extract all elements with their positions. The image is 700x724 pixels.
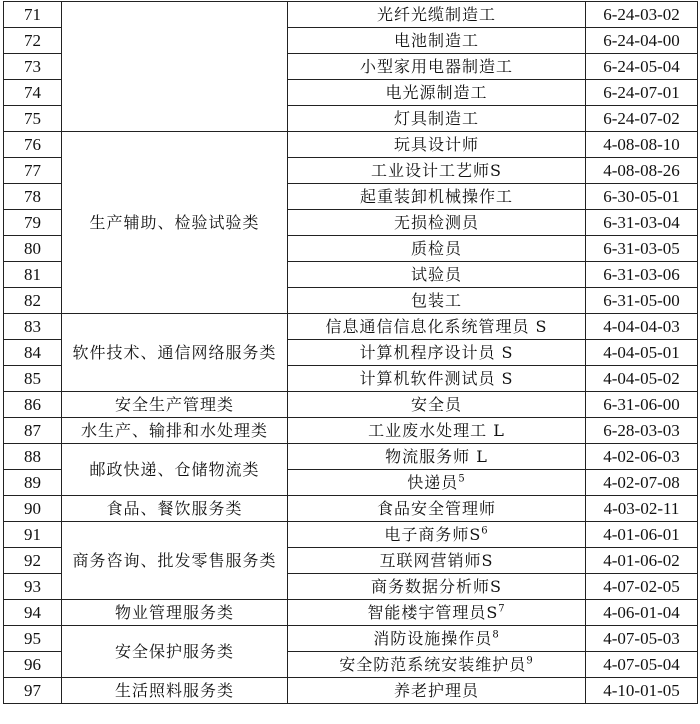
occupation-name	[288, 132, 586, 158]
occupation-code: 6-31-03-04	[586, 210, 698, 236]
table-row	[4, 496, 698, 522]
occupation-code: 4-01-06-01	[586, 522, 698, 548]
row-number: 75	[4, 106, 62, 132]
occupation-name	[288, 54, 586, 80]
occupation-name	[288, 340, 586, 366]
category-cell: 生活照料服务类	[62, 678, 288, 704]
occupation-code: 4-06-01-04	[586, 600, 698, 626]
occupation-code: 4-07-05-03	[586, 626, 698, 652]
occupation-text: 养老护理员	[393, 680, 479, 700]
row-number: 94	[4, 600, 62, 626]
occupation-name	[288, 418, 586, 444]
occupation-name	[288, 262, 586, 288]
row-number: 96	[4, 652, 62, 678]
occupation-text: 无损检测员	[393, 212, 479, 232]
occupation-name	[288, 184, 586, 210]
category-cell: 生产辅助、检验试验类	[62, 132, 288, 314]
occupation-name	[288, 626, 586, 652]
category-cell: 邮政快递、仓储物流类	[62, 444, 288, 496]
occupation-name	[288, 574, 586, 600]
occupation-name	[288, 28, 586, 54]
row-number: 88	[4, 444, 62, 470]
row-number: 83	[4, 314, 62, 340]
occupation-text: 工业废水处理工 L	[368, 420, 505, 440]
occupation-code: 4-10-01-05	[586, 678, 698, 704]
table-row	[4, 444, 698, 470]
row-number: 89	[4, 470, 62, 496]
footnote-marker: 9	[526, 655, 534, 667]
occupation-text: 试验员	[410, 264, 462, 284]
occupation-name	[288, 496, 586, 522]
row-number: 85	[4, 366, 62, 392]
occupation-name	[288, 470, 586, 496]
occupation-name	[288, 288, 586, 314]
occupation-name	[288, 522, 586, 548]
occupation-name	[288, 392, 586, 418]
footnote-marker: 6	[481, 525, 489, 537]
occupation-name	[288, 158, 586, 184]
row-number: 80	[4, 236, 62, 262]
occupation-text: 食品安全管理师	[376, 498, 496, 518]
table-row	[4, 600, 698, 626]
occupation-name	[288, 600, 586, 626]
occupation-code: 6-31-03-05	[586, 236, 698, 262]
occupation-name	[288, 80, 586, 106]
occupation-code: 4-02-07-08	[586, 470, 698, 496]
occupation-code: 4-08-08-26	[586, 158, 698, 184]
occupation-name	[288, 444, 586, 470]
occupation-text: 计算机程序设计员 S	[359, 342, 514, 362]
occupation-name	[288, 678, 586, 704]
occupation-code: 6-28-03-03	[586, 418, 698, 444]
occupation-text: 互联网营销师S	[379, 550, 494, 570]
row-number: 72	[4, 28, 62, 54]
occupation-code: 6-24-04-00	[586, 28, 698, 54]
occupation-text: 安全员	[410, 394, 462, 414]
occupation-text: 商务数据分析师S	[371, 576, 502, 596]
row-number: 97	[4, 678, 62, 704]
occupation-text: 信息通信信息化系统管理员 S	[325, 316, 548, 336]
occupation-code: 6-31-06-00	[586, 392, 698, 418]
category-cell: 安全保护服务类	[62, 626, 288, 678]
footnote-marker: 7	[498, 603, 506, 615]
row-number: 93	[4, 574, 62, 600]
occupation-text: 安全防范系统安装维护员	[339, 654, 527, 674]
occupation-code: 6-30-05-01	[586, 184, 698, 210]
row-number: 77	[4, 158, 62, 184]
category-cell: 食品、餐饮服务类	[62, 496, 288, 522]
occupation-text: 计算机软件测试员 S	[359, 368, 514, 388]
occupation-text: 光纤光缆制造工	[376, 4, 496, 24]
row-number: 90	[4, 496, 62, 522]
occupation-code: 4-08-08-10	[586, 132, 698, 158]
occupation-code: 4-07-05-04	[586, 652, 698, 678]
row-number: 78	[4, 184, 62, 210]
table-row	[4, 626, 698, 652]
category-cell: 安全生产管理类	[62, 392, 288, 418]
occupation-code: 4-01-06-02	[586, 548, 698, 574]
occupation-text: 电子商务师S	[384, 524, 482, 544]
occupation-text: 电池制造工	[393, 30, 479, 50]
footnote-marker: 8	[492, 629, 500, 641]
occupation-name	[288, 236, 586, 262]
row-number: 76	[4, 132, 62, 158]
table-row	[4, 132, 698, 158]
table-row	[4, 392, 698, 418]
occupation-text: 质检员	[410, 238, 462, 258]
row-number: 95	[4, 626, 62, 652]
category-cell: 水生产、输排和水处理类	[62, 418, 288, 444]
occupation-text: 灯具制造工	[393, 108, 479, 128]
occupation-text: 智能楼宇管理员S	[367, 602, 499, 622]
table-row	[4, 314, 698, 340]
row-number: 82	[4, 288, 62, 314]
occupation-code: 6-31-03-06	[586, 262, 698, 288]
occupation-code: 6-24-07-02	[586, 106, 698, 132]
row-number: 91	[4, 522, 62, 548]
occupation-code: 6-24-07-01	[586, 80, 698, 106]
occupation-text: 工业设计工艺师S	[371, 160, 502, 180]
row-number: 71	[4, 2, 62, 28]
occupation-table-body	[4, 2, 698, 704]
occupation-text: 快递员	[407, 472, 459, 492]
occupation-code: 4-04-05-02	[586, 366, 698, 392]
table-row	[4, 418, 698, 444]
row-number: 87	[4, 418, 62, 444]
table-row	[4, 678, 698, 704]
row-number: 81	[4, 262, 62, 288]
occupation-code: 4-07-02-05	[586, 574, 698, 600]
occupation-name	[288, 548, 586, 574]
occupation-text: 消防设施操作员	[373, 628, 493, 648]
occupation-text: 玩具设计师	[393, 134, 479, 154]
occupation-code: 6-31-05-00	[586, 288, 698, 314]
occupation-text: 电光源制造工	[385, 82, 488, 102]
occupation-name	[288, 652, 586, 678]
occupation-name	[288, 2, 586, 28]
occupation-text: 起重装卸机械操作工	[359, 186, 513, 206]
occupation-table	[3, 1, 698, 704]
category-cell: 物业管理服务类	[62, 600, 288, 626]
row-number: 79	[4, 210, 62, 236]
row-number: 74	[4, 80, 62, 106]
category-cell	[62, 2, 288, 132]
occupation-code: 4-03-02-11	[586, 496, 698, 522]
occupation-text: 小型家用电器制造工	[359, 56, 513, 76]
category-cell: 商务咨询、批发零售服务类	[62, 522, 288, 600]
table-row	[4, 2, 698, 28]
table-row	[4, 522, 698, 548]
row-number: 92	[4, 548, 62, 574]
occupation-name	[288, 106, 586, 132]
occupation-code: 4-04-05-01	[586, 340, 698, 366]
occupation-code: 4-02-06-03	[586, 444, 698, 470]
footnote-marker: 5	[458, 473, 466, 485]
occupation-text: 物流服务师 L	[385, 446, 488, 466]
occupation-code: 6-24-03-02	[586, 2, 698, 28]
category-cell: 软件技术、通信网络服务类	[62, 314, 288, 392]
occupation-name	[288, 366, 586, 392]
row-number: 84	[4, 340, 62, 366]
occupation-name	[288, 314, 586, 340]
occupation-code: 4-04-04-03	[586, 314, 698, 340]
occupation-text: 包装工	[410, 290, 462, 310]
occupation-name	[288, 210, 586, 236]
row-number: 73	[4, 54, 62, 80]
occupation-code: 6-24-05-04	[586, 54, 698, 80]
row-number: 86	[4, 392, 62, 418]
